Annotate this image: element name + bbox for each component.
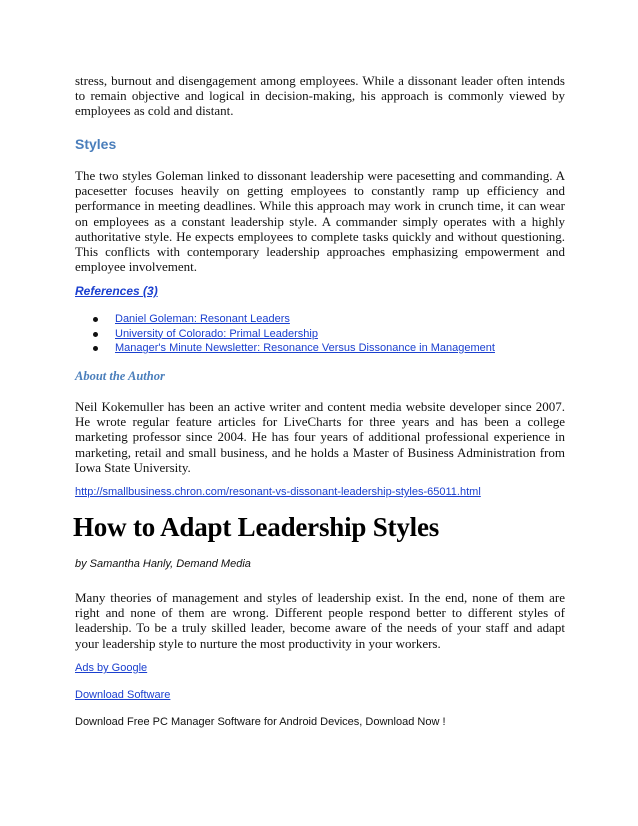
- reference-link-managers-minute[interactable]: Manager's Minute Newsletter: Resonance Versus Dissonance in Management: [115, 342, 495, 354]
- article-byline: by Samantha Hanly, Demand Media: [75, 558, 251, 570]
- references-list: [93, 312, 495, 356]
- article-title: How to Adapt Leadership Styles: [73, 512, 440, 542]
- list-item: [93, 341, 495, 356]
- list-item: [93, 327, 495, 342]
- source-url-link[interactable]: http://smallbusiness.chron.com/resonant-vs-dissonant-leadership-styles-65011.html: [75, 486, 481, 498]
- reference-link-colorado[interactable]: University of Colorado: Primal Leadership: [115, 327, 318, 340]
- list-item: [93, 312, 495, 327]
- bullet-icon: [93, 332, 98, 337]
- download-ad-text: Download Free PC Manager Software for Android Devices, Download Now !: [75, 716, 446, 728]
- about-author-paragraph: Neil Kokemuller has been an active writer and content media website developer since 2007. He wrote regular feature articles for LiveCharts for three years and has been a college marketing professor since 2004. He has four years of additional professional experience in marketing, retail and small business, and he holds a Master of Business Administration from Iowa State University.: [75, 399, 565, 475]
- article-paragraph: Many theories of management and styles of leadership exist. In the end, none of them are right and none of them are wrong. Different people respond better to different styles of leadership. To be a truly skilled leader, become aware of the needs of your staff and adapt your leadership style to nurture the most productivity in your workers.: [75, 590, 565, 651]
- about-author-heading: About the Author: [75, 369, 165, 383]
- styles-paragraph: The two styles Goleman linked to dissonant leadership were pacesetting and commanding. A pacesetter focuses heavily on getting employees to constantly ramp up efficiency and performance in meeting deadlines. While this approach may work in crunch time, it can wear on employees as a constant leadership style. A commander simply operates with a highly authoritative style. He expects employees to complete tasks quickly and without questioning. This conflicts with contemporary leadership approaches emphasizing empowerment and employee involvement.: [75, 168, 565, 275]
- download-software-link[interactable]: Download Software: [75, 689, 171, 701]
- reference-link-goleman[interactable]: Daniel Goleman: Resonant Leaders: [115, 313, 290, 325]
- bullet-icon: [93, 346, 98, 351]
- styles-heading: Styles: [75, 136, 117, 152]
- ads-by-google-link[interactable]: Ads by Google: [75, 662, 148, 674]
- references-heading-link[interactable]: References (3): [75, 284, 158, 298]
- bullet-icon: [93, 317, 98, 322]
- intro-paragraph: stress, burnout and disengagement among employees. While a dissonant leader often intends to remain objective and logical in decision-making, his approach is commonly viewed by employees as cold and distant.: [75, 73, 565, 119]
